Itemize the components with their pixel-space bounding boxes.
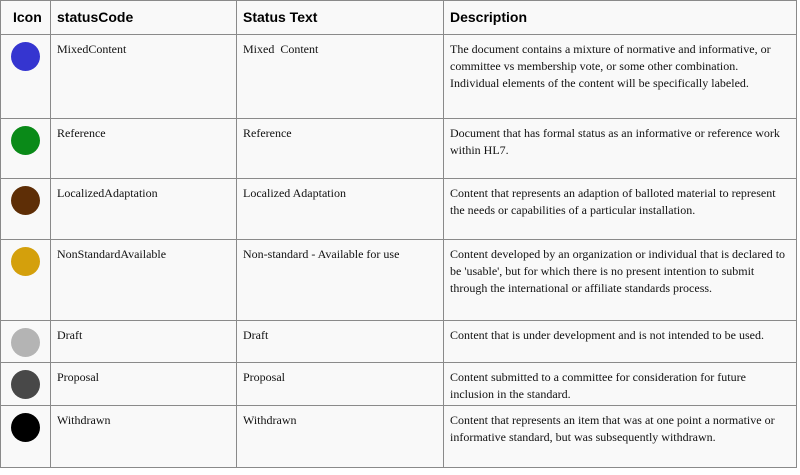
icon-cell [1,363,51,406]
dark-gray-dot-icon [11,370,40,399]
brown-dot-icon [11,186,40,215]
gold-dot-icon [11,247,40,276]
blue-dot-icon [11,42,40,71]
icon-cell [1,119,51,179]
description-cell: Document that has formal status as an informative or reference work within HL7. [444,119,797,179]
table-row [1,321,797,363]
table-row [1,35,797,119]
status-code-cell: Proposal [51,363,237,406]
light-gray-dot-icon [11,328,40,357]
table-row [1,363,797,406]
table-row [1,179,797,240]
header-row [1,1,797,35]
description-cell: Content that is under development and is not intended to be used. [444,321,797,363]
status-text-cell: Non-standard - Available for use [237,240,444,321]
status-text-cell: Withdrawn [237,406,444,468]
table-row [1,119,797,179]
table-row [1,406,797,468]
status-code-cell: MixedContent [51,35,237,119]
header-icon: Icon [1,1,51,35]
status-code-cell: Withdrawn [51,406,237,468]
description-cell: Content that represents an adaption of balloted material to represent the needs or capabilities of a particular installation. [444,179,797,240]
black-dot-icon [11,413,40,442]
status-code-cell: LocalizedAdaptation [51,179,237,240]
icon-cell [1,35,51,119]
status-code-cell: Draft [51,321,237,363]
description-cell: The document contains a mixture of normative and informative, or committee vs membership vote, or some other combination. Individual elements of the content will be specifically labeled. [444,35,797,119]
description-cell: Content that represents an item that was at one point a normative or informative standard, but was subsequently withdrawn. [444,406,797,468]
status-text-cell: Reference [237,119,444,179]
header-status-code: statusCode [51,1,237,35]
status-text-cell: Draft [237,321,444,363]
icon-cell [1,321,51,363]
header-status-text: Status Text [237,1,444,35]
description-cell: Content developed by an organization or individual that is declared to be 'usable', but for which there is no present intention to submit through the international or affiliate standards process. [444,240,797,321]
green-dot-icon [11,126,40,155]
status-text-cell: Proposal [237,363,444,406]
icon-cell [1,240,51,321]
status-text-cell: Localized Adaptation [237,179,444,240]
status-text-cell: Mixed Content [237,35,444,119]
description-cell: Content submitted to a committee for consideration for future inclusion in the standard. [444,363,797,406]
icon-cell [1,179,51,240]
header-description: Description [444,1,797,35]
status-code-cell: Reference [51,119,237,179]
table-row [1,240,797,321]
status-code-cell: NonStandardAvailable [51,240,237,321]
icon-cell [1,406,51,468]
